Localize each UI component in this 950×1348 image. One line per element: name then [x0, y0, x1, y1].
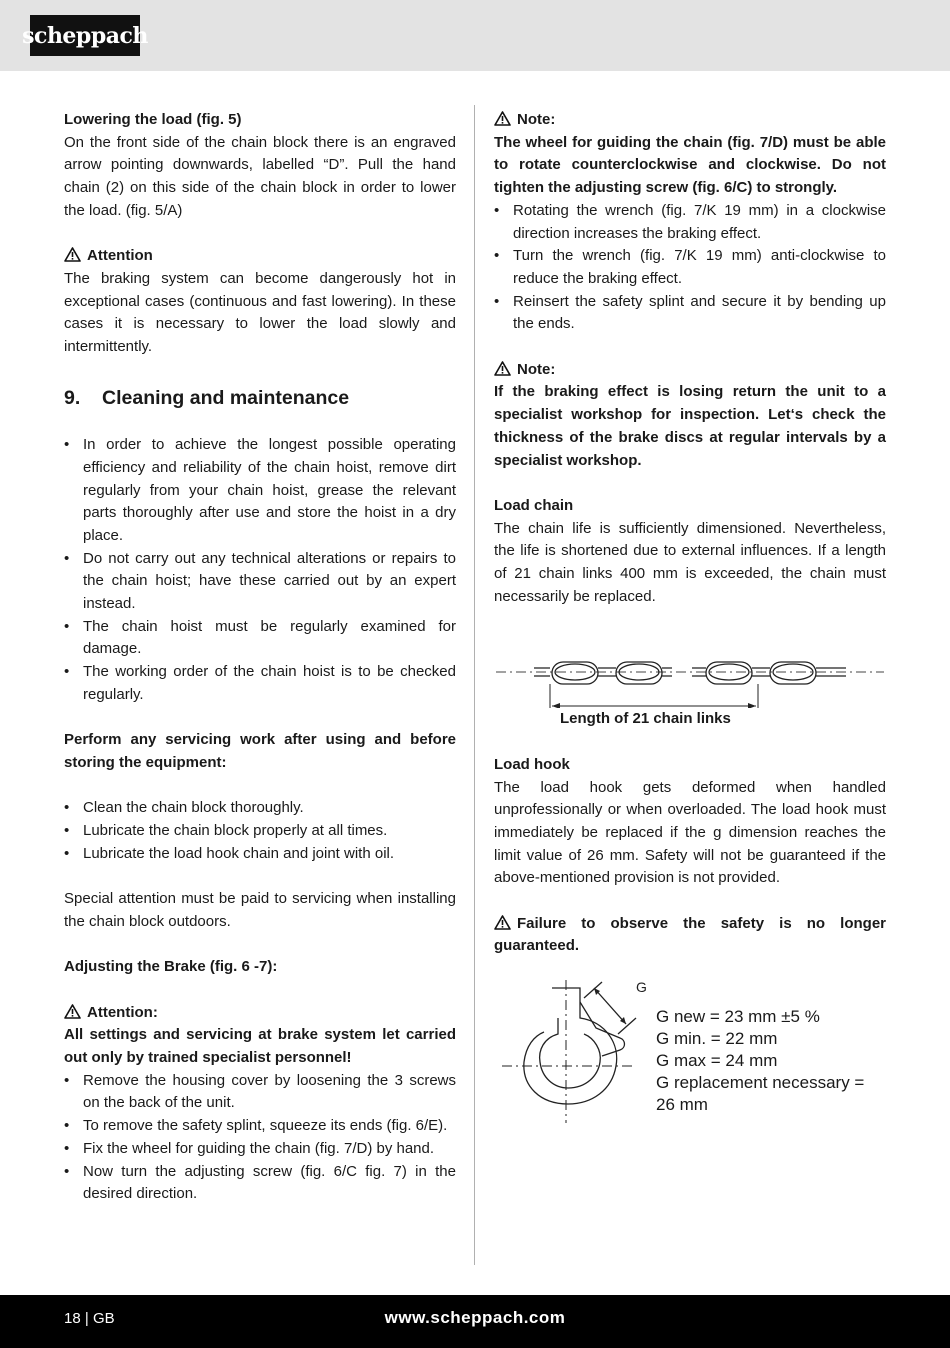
- attention-title-2: Attention:: [87, 1003, 158, 1021]
- lowering-text: On the front side of the chain block there is an engraved arrow pointing downwards, labelled “D”. Pull the hand chain (2) on this side of the chain block in order to lower the load. (fig. 5/A): [64, 133, 456, 219]
- servicing-list: [64, 797, 456, 865]
- dimension-label: G: [636, 979, 647, 996]
- note-heading: [494, 109, 886, 132]
- load-hook-title: Load hook: [494, 755, 570, 773]
- wrench-list: [494, 200, 886, 336]
- failure-text: Failure to observe the safety is no longer guaranteed.: [494, 914, 886, 955]
- warning-icon: [64, 247, 81, 262]
- outdoor-text: Special attention must be paid to servicing when installing the chain block outdoors.: [64, 890, 456, 930]
- chain-caption: Length of 21 chain links: [560, 710, 731, 728]
- warning-icon: [494, 361, 511, 376]
- warning-icon: [64, 1004, 81, 1019]
- section-title: Cleaning and maintenance: [102, 387, 350, 410]
- load-chain-title: Load chain: [494, 496, 574, 514]
- load-chain-text: The chain life is sufficiently dimensioned. Nevertheless, the life is shortened due to external influences. If a length of 21 chain links 400 mm is exceeded, the chain must necessarily be replaced.: [494, 519, 886, 605]
- attention-heading: [64, 245, 456, 268]
- list-item: • Remove the housing cover by loosening the 3 screws on the back of the unit.: [64, 1070, 456, 1115]
- load-hook-text: The load hook gets deformed when handled unprofessionally or when overloaded. The load hook must immediately be replaced if the g dimension reaches the limit value of 26 mm. Safety will not be guaranteed if the above-mentioned provision is not provided.: [494, 778, 886, 887]
- attention-title: Attention: [87, 247, 153, 265]
- warning-icon: [494, 111, 511, 126]
- maintenance-list: [64, 434, 456, 706]
- brake-list: [64, 1070, 456, 1206]
- page-number: 18: [64, 1310, 81, 1327]
- spec-line: G new = 23 mm ±5 %: [656, 1007, 820, 1027]
- attention-text-2: All settings and servicing at brake system let carried out only by trained specialist personnel!: [64, 1026, 456, 1066]
- list-item: • The chain hoist must be regularly examined for damage.: [64, 616, 456, 661]
- list-item: • Lubricate the load hook chain and joint with oil.: [64, 843, 456, 866]
- section-number: 9.: [64, 387, 81, 410]
- list-item: • The working order of the chain hoist is to be checked regularly.: [64, 661, 456, 706]
- separator: |: [84, 1310, 89, 1327]
- attention-heading-2: [64, 1002, 456, 1025]
- list-item: • Do not carry out any technical alterations or repairs to the chain hoist; have these carried out by an expert instead.: [64, 548, 456, 616]
- list-item: • Now turn the adjusting screw (fig. 6/C fig. 7) in the desired direction.: [64, 1161, 456, 1206]
- failure-warning: [494, 913, 886, 958]
- lowering-title: Lowering the load (fig. 5): [64, 111, 242, 128]
- list-item: • In order to achieve the longest possible operating efficiency and reliability of the chain hoist, remove dirt regularly from your chain hoist, grease the relevant parts thoroughly after use and store the hoist in a dry place.: [64, 434, 456, 548]
- language-code: GB: [92, 1310, 115, 1327]
- list-item: • Rotating the wrench (fig. 7/K 19 mm) in a clockwise direction increases the braking effect.: [494, 200, 886, 245]
- spec-line: G replacement necessary = 26 mm: [656, 1073, 865, 1115]
- header-bar: [0, 0, 950, 71]
- spec-line: G min. = 22 mm: [656, 1029, 778, 1049]
- right-column: [494, 109, 886, 1148]
- brake-title: Adjusting the Brake (fig. 6 -7):: [64, 958, 278, 976]
- list-item: • Turn the wrench (fig. 7/K 19 mm) anti-clockwise to reduce the braking effect.: [494, 245, 886, 290]
- left-column: [64, 109, 456, 1206]
- note-text-2: If the braking effect is losing return the unit to a specialist workshop for inspection. Let‘s check the thickness of the brake discs at regular intervals by a specialist workshop.: [494, 383, 886, 469]
- list-item: • Reinsert the safety splint and secure it by bending up the ends.: [494, 291, 886, 336]
- footer-bar: [0, 1295, 950, 1348]
- note-heading-2: [494, 359, 886, 382]
- hook-specs: [656, 1006, 886, 1116]
- chain-diagram: [494, 608, 886, 708]
- servicing-title: Perform any servicing work after using and before storing the equipment:: [64, 731, 456, 771]
- scheppach-logo: scheppach: [30, 15, 140, 56]
- list-item: • Lubricate the chain block properly at all times.: [64, 820, 456, 843]
- attention-text: The braking system can become dangerously hot in exceptional cases (continuous and fast lowering). In these cases it is necessary to lower the load slowly and intermittently.: [64, 269, 456, 356]
- spec-line: G max = 24 mm: [656, 1051, 778, 1071]
- note-text: The wheel for guiding the chain (fig. 7/D) must be able to rotate counterclockwise and clockwise. Do not tighten the adjusting screw (fig. 6/C) to strongly.: [494, 133, 886, 197]
- note-title: Note:: [517, 111, 556, 128]
- list-item: • To remove the safety splint, squeeze its ends (fig. 6/E).: [64, 1115, 456, 1138]
- chain-links-illustration: [494, 608, 886, 708]
- section-heading: [64, 385, 456, 411]
- column-divider: [474, 105, 475, 1265]
- website-link[interactable]: www.scheppach.com: [384, 1308, 566, 1327]
- list-item: • Fix the wheel for guiding the chain (fig. 7/D) by hand.: [64, 1138, 456, 1161]
- list-item: • Clean the chain block thoroughly.: [64, 797, 456, 820]
- note-title-2: Note:: [517, 360, 556, 378]
- hook-diagram: [494, 958, 886, 1148]
- warning-icon: [494, 915, 511, 930]
